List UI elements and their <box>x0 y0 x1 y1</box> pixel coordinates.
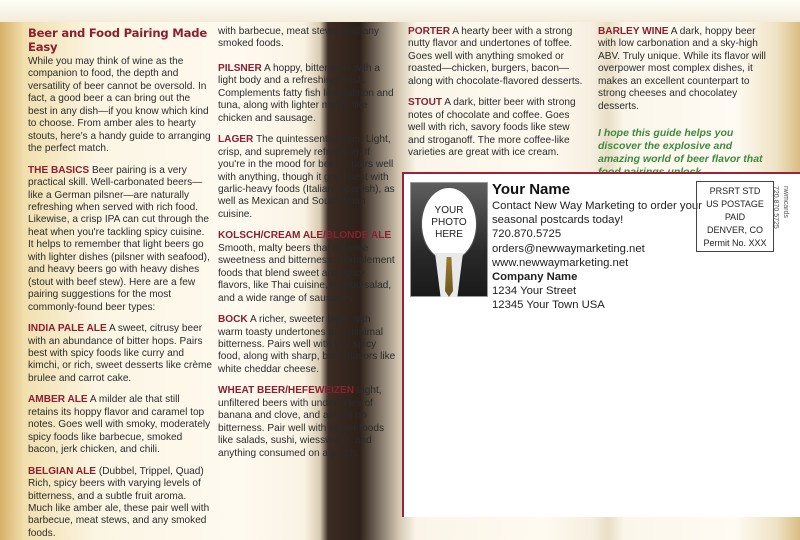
basics-paragraph <box>28 165 212 314</box>
beer-description: The quintessential beer. Light, crisp, and supremely refreshing. If you're in the mood for beer, it pairs well with anything, though it goes best with garlic-heavy foods (Italian, Spanish), as well as Mexican and South Asian cuisine. <box>218 134 395 220</box>
beer-name: INDIA PALE ALE <box>28 323 107 335</box>
beer-description: A hearty beer with a strong nutty flavor and undertones of toffee. Goes well with anything smoked or roasted—chicken, burgers, bacon—along with chocolate-flavored desserts. <box>408 26 583 87</box>
beer-description: A milder ale that still retains its hoppy flavor and caramel top notes. Goes well with smoky, moderately spicy foods like barbecue, smoked bacon, jerk chicken, and chili. <box>28 394 211 456</box>
sender-company: Company Name <box>492 271 578 284</box>
photo-label: YOUR PHOTO HERE <box>431 205 467 240</box>
beer-name: BELGIAN ALE <box>28 465 97 477</box>
address-panel <box>402 172 800 517</box>
column-4 <box>598 26 776 178</box>
beer-stout <box>408 97 586 159</box>
beer-description: A hoppy, bitter beer with a light body and a refreshing finish. Complements fatty fish like salmon and tuna, along with lighter meats like chicken and sausage. <box>218 62 394 124</box>
beer-barley-wine <box>598 26 776 113</box>
indicia-line: PAID <box>724 212 746 222</box>
beer-ipa <box>28 323 212 385</box>
beer-description: A dark, bitter beer with strong notes of chocolate and coffee. Goes well with rich, savory foods like stew and stroganoff. The more coffee-like varieties are great with ice cream. <box>408 97 576 159</box>
column-2 <box>218 26 398 460</box>
beer-name: KOLSCH/CREAM ALE/BLONDE ALE <box>218 230 392 242</box>
sender-phone: 720.870.5725 <box>492 228 562 241</box>
column-3 <box>408 26 586 160</box>
beer-description: (Dubbel, Trippel, Quad) Rich, spicy beers with varying levels of bitterness, and a subtle fruit aroma. Much like amber ale, these pair well with barbecue, meat stews, and any smoked foods. <box>28 465 210 539</box>
sender-tagline: Contact New Way Marketing to order your seasonal postcards today! <box>492 200 702 227</box>
belgian-ale-continued: with barbecue, meat stews, and any smoked foods. <box>218 26 380 50</box>
beer-name: LAGER <box>218 134 254 146</box>
beer-kolsch <box>218 230 398 305</box>
indicia-line: PRSRT STD <box>709 186 761 196</box>
printer-mark: nwmcards 720.870.5725 <box>772 186 789 229</box>
beer-name: PILSNER <box>218 62 262 74</box>
beer-description: A sweet, citrusy beer with an abundance of bitter hops. Pairs best with spicy foods like curry and kimchi, or rich, sweet desserts like crème brulee and carrot cake. <box>28 323 212 384</box>
basics-text: Beer pairing is a very practical skill. Well-carbonated beers—like a German pilsner—are naturally refreshing when served with rich food. Likewise, a crisp IPA can cut through the heat when you're tackling spicy cuisine. It helps to remember that light beers go with lighter dishes (pilsner with seafood), and heavy beers go with heavy dishes (stout with beef stew). Here are a few pairing suggestions for the most commonly-found beer types: <box>28 164 210 313</box>
sender-email: orders@newwaymarketing.net <box>492 242 645 255</box>
beer-bock <box>218 314 398 376</box>
beer-description: Light, unfiltered beers with undertones of banana and clove, and almost no bitterness. Pair well with lighter foods like salads, sushi, wiesswurst, and anything consumed on a porch. <box>218 385 385 459</box>
beer-description: Smooth, malty beers that balance sweetness and bitterness. Complement foods that blend sweet and spicy flavors, like Thai cuisine, mango salad, and a wide range of sausages. <box>218 242 395 304</box>
column-1 <box>28 26 212 539</box>
beer-description: A richer, sweeter lager with warm toasty undertones and minimal bitterness. Pairs well with any spicy food, along with sharp, bitter flavors like white cheddar cheese. <box>218 314 396 375</box>
beer-name: BOCK <box>218 314 248 326</box>
beer-description: A dark, hoppy beer with low carbonation and a sky-high ABV. Truly unique. While its flavor will overpower most complex dishes, it makes an excellent counterpart to strong cheeses and chocolatey desserts. <box>598 26 766 112</box>
postage-indicia <box>696 181 774 252</box>
sender-info <box>492 180 702 313</box>
sender-name: Your Name <box>492 181 571 198</box>
page-title: Beer and Food Pairing Made Easy <box>28 26 208 54</box>
photo-placeholder <box>410 182 488 297</box>
beer-wheat-beer <box>218 385 398 460</box>
beer-amber-ale <box>28 394 212 456</box>
sender-street: 1234 Your Street <box>492 285 577 298</box>
beer-name: STOUT <box>408 97 443 109</box>
beer-pilsner <box>218 63 398 125</box>
basics-heading: THE BASICS <box>28 164 90 176</box>
beer-name: BARLEY WINE <box>598 26 669 37</box>
closing-message: I hope this guide helps you discover the explosive and amazing world of beer flavor that <box>598 127 763 165</box>
foam-top <box>0 0 800 22</box>
indicia-line: Permit No. XXX <box>703 238 767 248</box>
indicia-line: DENVER, CO <box>706 225 763 235</box>
sender-website: www.newwaymarketing.net <box>492 256 629 269</box>
beer-name: WHEAT BEER/HEFEWEIZEN <box>218 385 355 397</box>
beer-lager <box>218 134 398 221</box>
sender-city: 12345 Your Town USA <box>492 299 605 312</box>
beer-belgian-ale <box>28 465 212 539</box>
beer-name: AMBER ALE <box>28 394 88 406</box>
beer-porter <box>408 26 586 88</box>
intro-paragraph: While you may think of wine as the companion to food, the depth and versatility of beer cannot be oversold. In fact, a good beer a can bring out the best in any dish—if you know which kind to choose. From amber ales to hearty stouts, here's a handy guide to arranging the perfect match. <box>28 56 211 155</box>
indicia-line: US POSTAGE <box>706 199 764 209</box>
beer-name: PORTER <box>408 26 451 37</box>
